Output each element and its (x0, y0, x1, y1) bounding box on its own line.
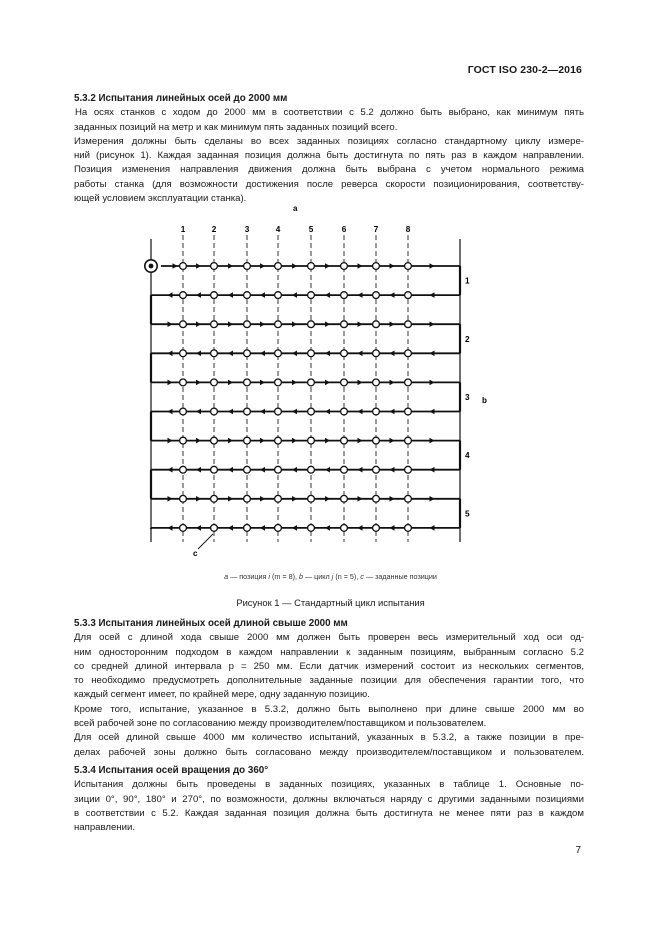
test-position-marker (211, 379, 218, 386)
test-position-marker (180, 292, 187, 299)
direction-arrow (390, 467, 395, 473)
direction-arrow (168, 380, 173, 386)
paragraph-line: На осях станков с ходом до 2000 мм в соответствии с 5.2 должно быть выбрано, как минимум пять (75, 107, 584, 119)
standard-test-cycle-diagram (140, 202, 500, 570)
direction-arrow (260, 380, 265, 386)
direction-arrow (260, 438, 265, 444)
test-position-marker (373, 495, 380, 502)
direction-arrow (430, 496, 435, 502)
test-position-marker (405, 495, 412, 502)
direction-arrow (430, 467, 435, 473)
test-position-marker (211, 495, 218, 502)
test-position-marker (308, 379, 315, 386)
direction-arrow (390, 263, 395, 269)
direction-arrow (260, 292, 265, 298)
label-b: b (482, 396, 487, 405)
legend-text-c: — заданные позиции (363, 572, 437, 581)
paragraph-line: Испытания должны быть проведены в заданных позициях, указанных в таблице 1. Основные по- (74, 779, 584, 791)
direction-arrow (325, 321, 330, 327)
position-label: 1 (180, 225, 186, 234)
test-position-marker (308, 350, 315, 357)
test-position-marker (275, 495, 282, 502)
test-position-marker (341, 437, 348, 444)
test-position-marker (341, 350, 348, 357)
direction-arrow (173, 263, 178, 269)
direction-arrow (430, 292, 435, 298)
label-c-leader (198, 534, 213, 549)
section-5-3-3 (74, 617, 584, 760)
test-position-marker (405, 379, 412, 386)
test-position-marker (244, 292, 251, 299)
test-position-marker (244, 437, 251, 444)
test-position-marker (180, 321, 187, 328)
direction-arrow (228, 263, 233, 269)
direction-arrow (260, 496, 265, 502)
direction-arrow (168, 409, 173, 415)
direction-arrow (228, 467, 233, 473)
direction-arrow (430, 409, 435, 415)
test-position-marker (308, 292, 315, 299)
test-position-marker (341, 263, 348, 270)
cycle-label: 2 (465, 334, 470, 344)
test-position-marker (373, 350, 380, 357)
direction-arrow (168, 292, 173, 298)
direction-arrow (325, 525, 330, 531)
direction-arrow (168, 467, 173, 473)
direction-arrow (325, 263, 330, 269)
direction-arrow (196, 409, 201, 415)
direction-arrow (358, 263, 363, 269)
test-position-marker (373, 379, 380, 386)
direction-arrow (390, 438, 395, 444)
test-position-marker (405, 466, 412, 473)
test-position-marker (308, 466, 315, 473)
test-position-marker (180, 437, 187, 444)
cycle-label: 1 (465, 276, 470, 286)
test-position-marker (211, 350, 218, 357)
legend-key-a: a (224, 572, 229, 581)
direction-arrow (168, 321, 173, 327)
direction-arrow (358, 438, 363, 444)
test-position-marker (373, 292, 380, 299)
paragraph-line: ним односторонним подходом в каждом направлении к заданным позициям, выбранным согласно 5.2 (74, 646, 584, 658)
paragraph-line: Измерения должны быть сделаны во всех заданных позициях согласно стандартному циклу измере- (74, 135, 584, 147)
test-position-marker (275, 525, 282, 532)
test-position-marker (180, 525, 187, 532)
direction-arrow (390, 321, 395, 327)
test-position-marker (373, 263, 380, 270)
direction-arrow (325, 409, 330, 415)
direction-arrow (196, 292, 201, 298)
direction-arrow (292, 380, 297, 386)
direction-arrow (168, 438, 173, 444)
direction-arrow (168, 496, 173, 502)
section-heading: 5.3.4 Испытания осей вращения до 360° (74, 765, 269, 776)
direction-arrow (292, 351, 297, 357)
label-a: a (293, 204, 298, 213)
test-position-marker (405, 525, 412, 532)
direction-arrow (228, 409, 233, 415)
test-position-marker (308, 263, 315, 270)
test-position-marker (244, 495, 251, 502)
test-position-marker (244, 263, 251, 270)
test-position-marker (373, 321, 380, 328)
position-label: 8 (405, 225, 411, 234)
direction-arrow (228, 321, 233, 327)
direction-arrow (196, 380, 201, 386)
test-position-marker (180, 495, 187, 502)
direction-arrow (292, 467, 297, 473)
test-position-marker (405, 292, 412, 299)
test-position-marker (244, 408, 251, 415)
test-position-marker (275, 350, 282, 357)
direction-arrow (292, 496, 297, 502)
direction-arrow (260, 321, 265, 327)
cycle-label: 3 (465, 392, 470, 402)
test-position-marker (180, 379, 187, 386)
direction-arrow (390, 525, 395, 531)
direction-arrow (228, 351, 233, 357)
direction-arrow (358, 467, 363, 473)
direction-arrow (292, 321, 297, 327)
section-heading: 5.3.3 Испытания линейных осей длиной свыше 2000 мм (74, 618, 348, 629)
paragraph-line: ющей условием эксплуатации станка). (74, 193, 247, 205)
test-position-marker (211, 408, 218, 415)
legend-cond-a: (m = 8), (270, 572, 299, 581)
test-position-marker (275, 379, 282, 386)
test-position-marker (341, 408, 348, 415)
label-c: c (193, 549, 198, 558)
direction-arrow (325, 467, 330, 473)
direction-arrow (325, 438, 330, 444)
test-position-marker (275, 292, 282, 299)
test-position-marker (341, 292, 348, 299)
legend-key-c: c (360, 572, 364, 581)
test-position-marker (211, 321, 218, 328)
section-5-3-2 (74, 92, 584, 206)
test-position-marker (244, 466, 251, 473)
test-position-marker (373, 466, 380, 473)
paragraph-line: Для осей длиной свыше 4000 мм количество испытаний, указанных в 5.3.2, а также позиции в пре- (74, 732, 584, 744)
direction-arrow (325, 380, 330, 386)
test-position-marker (244, 379, 251, 386)
paragraph-line: Кроме того, испытание, указанное в 5.3.2, должно быть выполнено при длине свыше 2000 мм во (74, 703, 584, 715)
direction-arrow (430, 321, 435, 327)
direction-arrow (325, 496, 330, 502)
direction-arrow (196, 351, 201, 357)
direction-arrow (358, 321, 363, 327)
direction-arrow (325, 292, 330, 298)
test-position-marker (341, 495, 348, 502)
test-position-marker (244, 350, 251, 357)
paragraph-line: работы станка (для возможности достижения после реверса скорости позиционирования, соответству- (74, 178, 584, 190)
test-position-marker (373, 408, 380, 415)
cycle-label: 4 (465, 451, 470, 461)
legend-cond-b: (n = 5), (333, 572, 361, 581)
start-dot (149, 264, 154, 269)
test-position-marker (308, 495, 315, 502)
direction-arrow (390, 292, 395, 298)
direction-arrow (390, 351, 395, 357)
test-position-marker (341, 321, 348, 328)
direction-arrow (228, 380, 233, 386)
direction-arrow (358, 351, 363, 357)
direction-arrow (390, 496, 395, 502)
position-label: 4 (275, 225, 281, 234)
paragraph-line: со средней длиной интервала p = 250 мм. Если датчик измерений состоит из нескольких сегментов, (74, 660, 584, 672)
test-position-marker (308, 408, 315, 415)
test-position-marker (405, 408, 412, 415)
direction-arrow (358, 380, 363, 386)
test-position-marker (373, 525, 380, 532)
direction-arrow (228, 496, 233, 502)
test-position-marker (211, 525, 218, 532)
direction-arrow (228, 292, 233, 298)
test-position-marker (244, 525, 251, 532)
paragraph-line: делах рабочей зоны должно быть согласовано между производителем/поставщиком и пользователем. (74, 746, 584, 758)
direction-arrow (390, 380, 395, 386)
direction-arrow (292, 438, 297, 444)
paragraph-line: Для осей с длиной хода свыше 2000 мм должен быть проверен весь измерительный ход оси од- (74, 632, 584, 644)
direction-arrow (260, 263, 265, 269)
direction-arrow (292, 263, 297, 269)
position-label: 5 (308, 225, 314, 234)
test-position-marker (275, 263, 282, 270)
legend-var-b: j (331, 572, 334, 581)
test-position-marker (275, 321, 282, 328)
direction-arrow (292, 525, 297, 531)
section-heading: 5.3.2 Испытания линейных осей до 2000 мм (74, 93, 288, 104)
paragraph-line: заданных позиций на метр и как минимум пять заданных позиций всего. (74, 121, 398, 133)
legend-var-a: i (268, 572, 271, 581)
position-label: 6 (341, 225, 347, 234)
paragraph-line: каждый сегмент имеет, по крайней мере, одну заданную позицию. (74, 689, 370, 701)
position-label: 7 (373, 225, 379, 234)
document-id: ГОСТ ISO 230-2—2016 (467, 64, 582, 76)
cycle-label: 5 (465, 509, 470, 519)
paragraph-line: всей рабочей зоне по согласованию между производителем/поставщиком и пользователем. (74, 718, 487, 730)
test-position-marker (180, 466, 187, 473)
direction-arrow (260, 409, 265, 415)
direction-arrow (292, 409, 297, 415)
test-position-marker (341, 466, 348, 473)
position-label: 2 (211, 225, 217, 234)
test-position-marker (275, 437, 282, 444)
direction-arrow (228, 438, 233, 444)
test-position-marker (211, 263, 218, 270)
direction-arrow (358, 292, 363, 298)
direction-arrow (196, 263, 201, 269)
paragraph-line: то необходимо предусмотреть дополнительные заданные позиции для обеспечения гарантии того, что (74, 675, 584, 687)
paragraph-line: ний (рисунок 1). Каждая заданная позиция должна быть достигнута по пять раз в каждом направлении. (74, 150, 584, 162)
test-position-marker (180, 350, 187, 357)
direction-arrow (358, 409, 363, 415)
direction-arrow (260, 351, 265, 357)
direction-arrow (260, 525, 265, 531)
legend-key-b: b (298, 572, 303, 581)
paragraph-line: направлении. (74, 822, 135, 834)
direction-arrow (430, 380, 435, 386)
test-position-marker (405, 263, 412, 270)
test-position-marker (308, 525, 315, 532)
paragraph-line: Позиция изменения направления движения должна быть выбрана с учетом нормального режима (74, 164, 584, 176)
figure-caption: Рисунок 1 — Стандартный цикл испытания (236, 597, 425, 608)
direction-arrow (430, 351, 435, 357)
direction-arrow (325, 351, 330, 357)
direction-arrow (196, 467, 201, 473)
test-position-marker (341, 525, 348, 532)
direction-arrow (430, 525, 435, 531)
test-position-marker (275, 466, 282, 473)
test-position-marker (373, 437, 380, 444)
test-position-marker (211, 437, 218, 444)
test-position-marker (275, 408, 282, 415)
direction-arrow (196, 438, 201, 444)
direction-arrow (260, 467, 265, 473)
direction-arrow (430, 438, 435, 444)
test-position-marker (244, 321, 251, 328)
direction-arrow (358, 525, 363, 531)
figure-legend (0, 572, 661, 581)
test-position-marker (341, 379, 348, 386)
direction-arrow (196, 525, 201, 531)
test-position-marker (211, 292, 218, 299)
direction-arrow (196, 321, 201, 327)
position-label: 3 (244, 225, 250, 234)
test-position-marker (211, 466, 218, 473)
legend-text-b: — цикл (302, 572, 332, 581)
direction-arrow (358, 496, 363, 502)
direction-arrow (430, 263, 435, 269)
direction-arrow (228, 525, 233, 531)
direction-arrow (292, 292, 297, 298)
page-number: 7 (575, 845, 581, 856)
test-position-marker (180, 408, 187, 415)
test-position-marker (180, 263, 187, 270)
test-position-marker (308, 437, 315, 444)
test-position-marker (405, 321, 412, 328)
test-position-marker (405, 437, 412, 444)
legend-text-a: — позиция (228, 572, 269, 581)
test-position-marker (405, 350, 412, 357)
section-5-3-4 (74, 764, 584, 835)
direction-arrow (168, 351, 173, 357)
direction-arrow (168, 525, 173, 531)
paragraph-line: в соответствии с 5.2. Каждая заданная позиция должна быть достигнута не менее пяти раз в каждом (74, 807, 584, 819)
paragraph-line: зиции 0°, 90°, 180° и 270°, по возможности, должны включаться наряду с другими заданными позициями (74, 793, 584, 805)
direction-arrow (196, 496, 201, 502)
test-position-marker (308, 321, 315, 328)
direction-arrow (390, 409, 395, 415)
